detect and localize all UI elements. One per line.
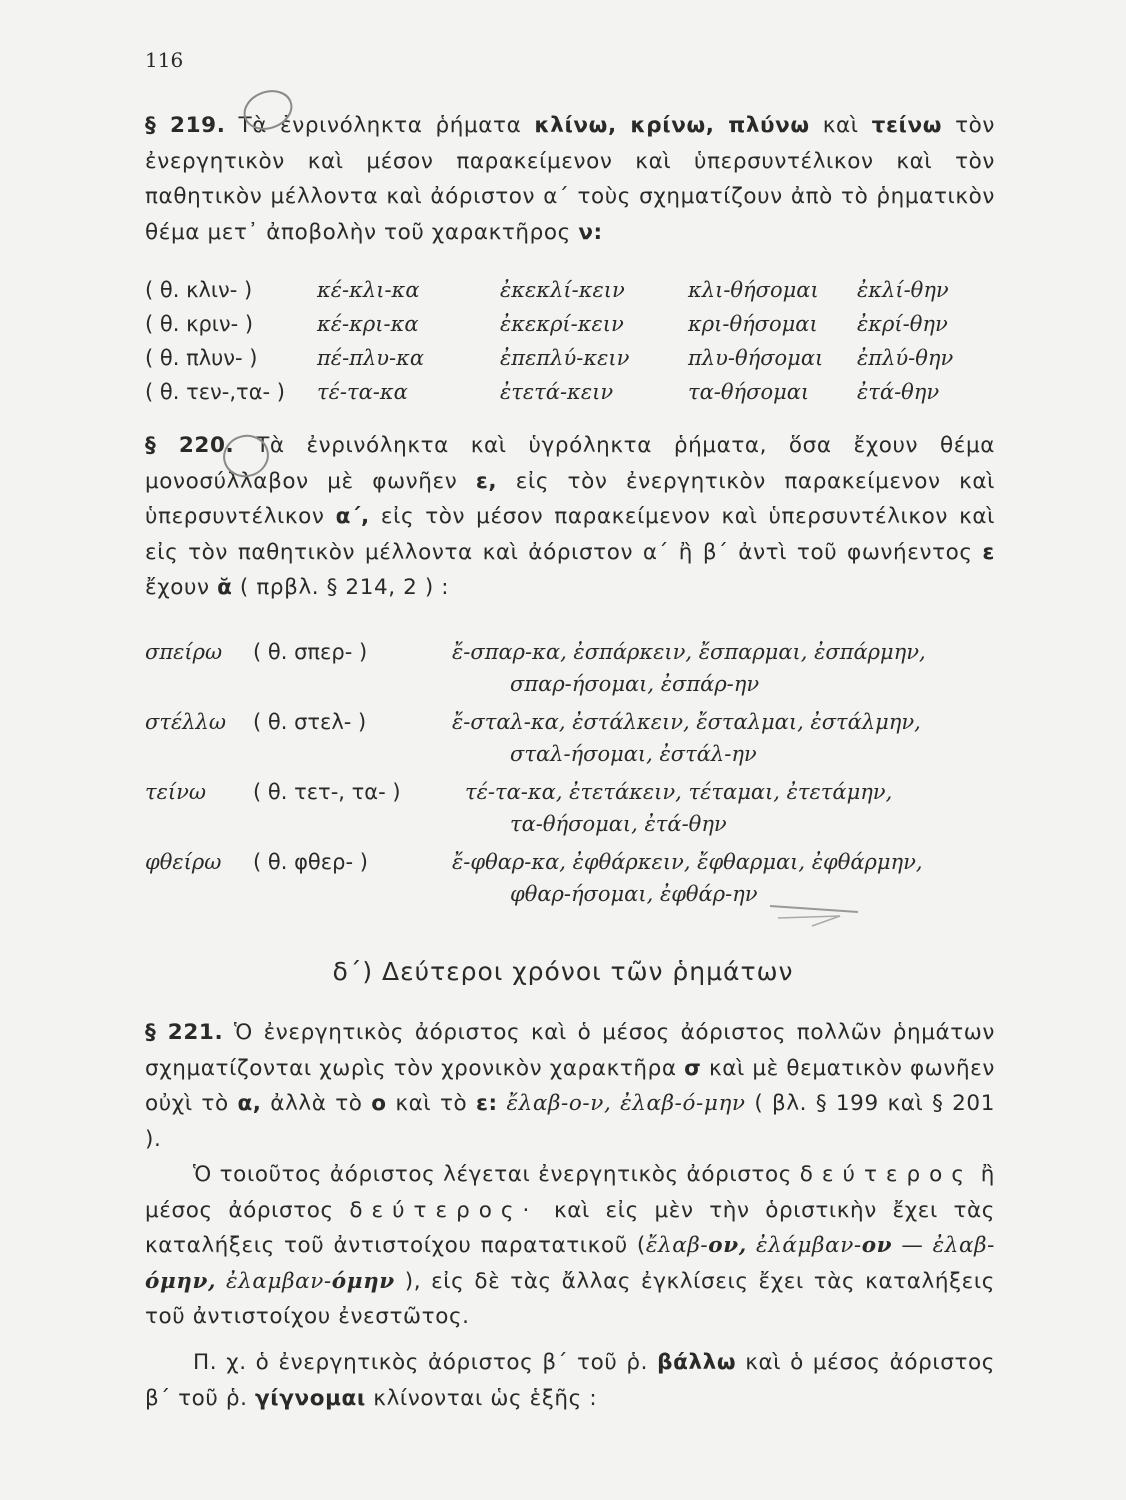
paragraph-text: καὶ τὸ <box>395 1091 468 1116</box>
perfect-cell: κέ-κρι-κα <box>317 312 419 336</box>
vowel-letter: ε <box>982 539 995 565</box>
future-cell: κλι-θήσομαι <box>688 278 819 302</box>
verb: τείνω <box>871 113 943 138</box>
example-form: ἔλαβ- <box>645 1233 709 1258</box>
pencil-underline-icon <box>770 906 858 912</box>
paragraph-text: Ὁ ἐνεργητικὸς ἀόριστος καὶ ὁ μέσος ἀόριστος πολλῶν ῥημάτων σχηματίζονται χωρὶς τὸν χρονικὸν χαρακτῆρα <box>145 1020 996 1081</box>
section-number: § 221. <box>145 1020 224 1045</box>
section-number: § 220. <box>145 433 235 458</box>
spaced-term: δεύτερος· <box>349 1197 539 1223</box>
example-form: ἐλαμβαν- <box>226 1268 332 1294</box>
verb-list: κλίνω, κρίνω, πλύνω <box>534 113 810 138</box>
paragraph-220 <box>145 428 995 606</box>
forms-line: τέ-τα-κα, ἐτετάκειν, τέταμαι, ἐτετάμην, <box>465 780 893 804</box>
ending: ον, <box>708 1233 747 1258</box>
paragraph-text: κλίνονται ὡς ἑξῆς : <box>373 1385 598 1411</box>
paragraph-text: εἰς τὸν ἐνεργητικὸν παρακείμενον καὶ ὑπερσυντέλικον <box>145 468 995 529</box>
forms-line: ἔ-φθαρ-κα, ἐφθάρκειν, ἔφθαρμαι, ἐφθάρμην, <box>452 850 923 874</box>
aorist-cell: ἐπλύ-θην <box>857 346 954 370</box>
pluperfect-cell: ἐτετά-κειν <box>500 380 614 404</box>
paragraph-text: ( πρβλ. § 214, 2 ) : <box>239 575 450 600</box>
ending: ον <box>861 1233 893 1258</box>
aorist-cell: ἐτά-θην <box>857 380 940 404</box>
vowel-letter: α, <box>237 1091 262 1116</box>
ending: όμην, <box>145 1268 217 1294</box>
stem-cell: ( θ. σπερ- ) <box>253 640 368 664</box>
example-form: ἐλάμβαν- <box>755 1233 862 1258</box>
dash: — <box>901 1233 924 1258</box>
paragraph-text: Τὰ ἐνρινόληκτα καὶ ὑγρόληκτα ῥήματα, ὅσα ἔχουν θέμα μονοσύλλαβον μὲ φωνῆεν <box>145 433 996 494</box>
paragraph-text: ), εἰς δὲ τὰς ἄλλας ἐγκλίσεις ἔχει τὰς καταλήξεις τοῦ ἀντιστοίχου ἐνεστῶτος. <box>145 1268 995 1329</box>
vowel-letter: ᾰ <box>217 575 233 600</box>
paragraph-text: Π. χ. ὁ ἐνεργητικὸς ἀόριστος β΄ τοῦ ῥ. <box>193 1350 649 1375</box>
stem-cell: ( θ. φθερ- ) <box>253 850 368 874</box>
paragraph-text: ἢ μέσος ἀόριστος <box>145 1162 995 1223</box>
verb-cell: τείνω <box>145 780 207 804</box>
spaced-term: δεύτερος <box>799 1162 973 1187</box>
paragraph-text: καὶ <box>822 113 859 138</box>
stem-cell: ( θ. τεν-,τα- ) <box>145 380 285 404</box>
stem-cell: ( θ. πλυν- ) <box>145 346 258 370</box>
pluperfect-cell: ἐκεκρί-κειν <box>500 312 624 336</box>
verb: γίγνομαι <box>255 1385 366 1411</box>
future-cell: πλυ-θήσομαι <box>688 346 824 370</box>
forms-line: ἔ-σπαρ-κα, ἐσπάρκειν, ἔσπαρμαι, ἐσπάρμην, <box>452 640 926 664</box>
paragraph-example <box>145 1345 995 1416</box>
verb-cell: στέλλω <box>145 710 226 734</box>
forms-line: τα-θήσομαι, ἐτά-θην <box>510 812 727 836</box>
paragraph-text: τὸν ἐνεργητικὸν καὶ μέσον παρακείμενον καὶ ὑπερσυντέλικον καὶ τὸν παθητικὸν μέλλοντα καὶ ἀόριστον α΄ τοὺς σχηματίζουν ἀπὸ τὸ ῥηματικὸν θέμα μετ᾽ ἀποβολὴν τοῦ χαρακτῆρος <box>145 113 996 245</box>
tense-character: σ <box>684 1055 702 1081</box>
future-cell: κρι-θήσομαι <box>688 312 818 336</box>
pencil-scribble-icon <box>778 916 840 926</box>
paragraph-text: εἰς τὸν μέσον παρακείμενον καὶ ὑπερσυντέλικον καὶ εἰς τὸν παθητικὸν μέλλοντα καὶ ἀόριστον α΄ ἢ β΄ ἀντὶ τοῦ φωνήεντος <box>145 504 995 565</box>
stem-cell: ( θ. κριν- ) <box>145 312 254 336</box>
forms-line: σπαρ-ήσομαι, ἐσπάρ-ην <box>510 672 760 696</box>
pluperfect-cell: ἐπεπλύ-κειν <box>500 346 630 370</box>
paragraph-second-aorist <box>145 1157 995 1335</box>
stem-cell: ( θ. κλιν- ) <box>145 278 253 302</box>
stem-cell: ( θ. τετ-, τα- ) <box>253 780 401 804</box>
example-form: ἐλαβ- <box>932 1233 996 1258</box>
ending: όμην <box>331 1268 395 1294</box>
perfect-cell: πέ-πλυ-κα <box>317 346 425 370</box>
example-form: ἔλαβ-ο-ν, <box>506 1091 612 1116</box>
section-heading: δ΄) Δεύτεροι χρόνοι τῶν ῥημάτων <box>332 957 794 986</box>
vowel-letter: ο <box>371 1091 387 1116</box>
paragraph-text: ( βλ. § 199 καὶ § 201 ). <box>145 1091 995 1152</box>
example-form: ἐλαβ-ό-μην <box>620 1091 746 1116</box>
paragraph-219 <box>145 108 995 250</box>
vowel-letter: ε, <box>475 468 498 494</box>
forms-line: φθαρ-ήσομαι, ἐφθάρ-ην <box>510 882 758 906</box>
paragraph-text: καὶ εἰς μὲν τὴν ὁριστικὴν ἔχει τὰς καταλήξεις τοῦ ἀντιστοίχου παρατατικοῦ ( <box>145 1197 995 1258</box>
character-letter: ν: <box>578 219 603 245</box>
stem-cell: ( θ. στελ- ) <box>253 710 367 734</box>
verb-cell: φθείρω <box>145 850 222 874</box>
pluperfect-cell: ἐκεκλί-κειν <box>500 278 625 302</box>
paragraph-text: ἀλλὰ τὸ <box>270 1091 363 1116</box>
forms-line: σταλ-ήσομαι, ἐστάλ-ην <box>510 742 757 766</box>
section-number: § 219. <box>145 113 226 138</box>
verb-cell: σπείρω <box>145 640 223 664</box>
paragraph-text: Τὰ ἐνρινόληκτα ῥήματα <box>238 113 522 138</box>
paragraph-221 <box>145 1015 995 1157</box>
paragraph-text: καὶ μὲ θεματικὸν φωνῆεν οὐχὶ τὸ <box>145 1055 996 1116</box>
paragraph-text: καὶ ὁ μέσος ἀόριστος β΄ τοῦ ῥ. <box>145 1350 995 1411</box>
perfect-cell: τέ-τα-κα <box>317 380 408 404</box>
future-cell: τα-θήσομαι <box>688 380 810 404</box>
aorist-cell: ἐκρί-θην <box>857 312 948 336</box>
verb: βάλλω <box>657 1350 737 1375</box>
perfect-cell: κέ-κλι-κα <box>317 278 420 302</box>
vowel-letter: ε: <box>475 1091 498 1116</box>
paragraph-text: ἔχουν <box>145 575 210 600</box>
page-number: 116 <box>145 48 184 72</box>
forms-line: ἔ-σταλ-κα, ἐστάλκειν, ἔσταλμαι, ἐστάλμην, <box>452 710 921 734</box>
vowel-letter: α΄, <box>335 504 370 529</box>
aorist-cell: ἐκλί-θην <box>857 278 949 302</box>
paragraph-text: Ὁ τοιοῦτος ἀόριστος λέγεται ἐνεργητικὸς ἀόριστος <box>193 1162 792 1187</box>
